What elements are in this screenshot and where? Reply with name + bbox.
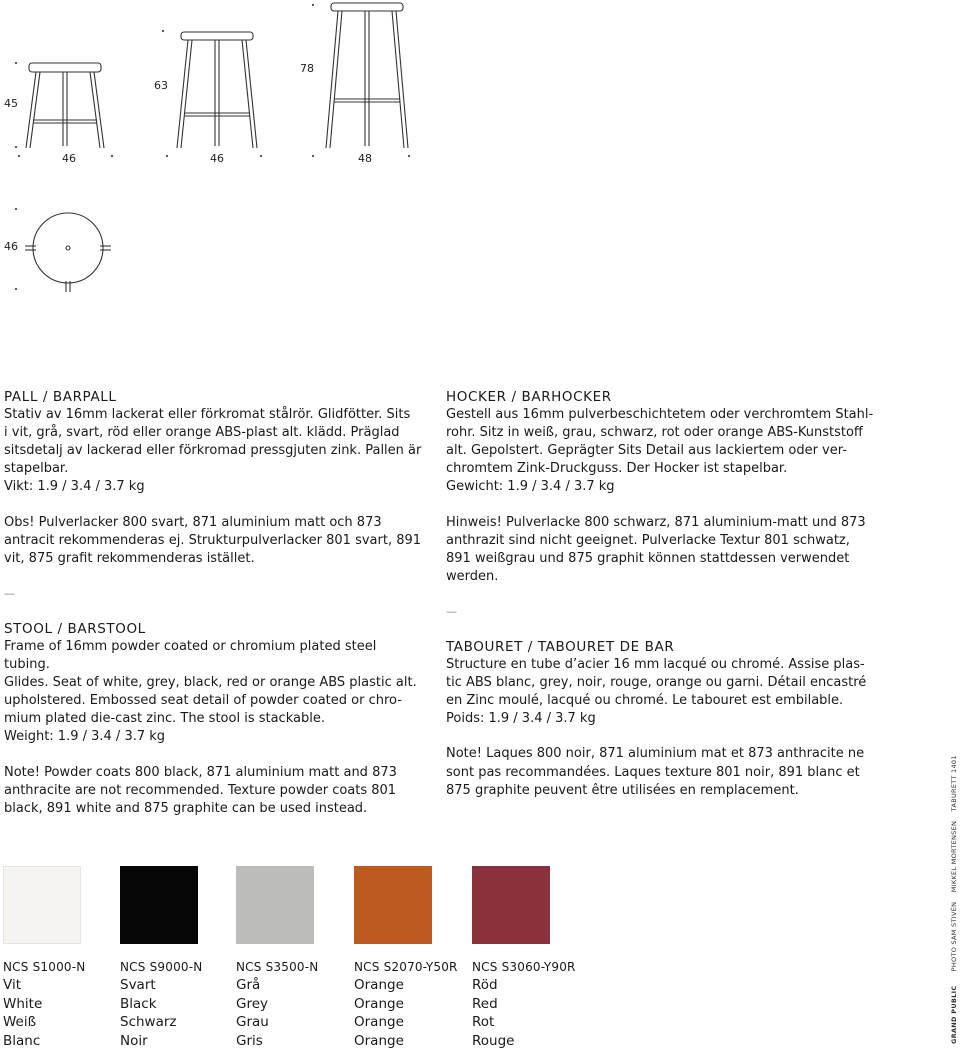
color-name: Grau [236,1014,269,1031]
heading-swedish: PALL / BARPALL [4,389,117,405]
desc-de-line: chromtem Zink-Druckguss. Der Hocker ist stapelbar. [446,461,788,477]
desc-sv-line: Stativ av 16mm lackerat eller förkromat stålrör. Glidfötter. Sits [4,407,411,423]
plan-diameter-label: 46 [4,240,18,253]
note-sv-line: antracit rekommenderas ej. Strukturpulverlacker 801 svart, 891 [4,532,422,548]
plan-view-drawing [25,213,111,292]
color-name: Svart [120,977,156,994]
desc-fr-line: en Zinc moulé, lacqué ou chromé. Le tabouret est embilable. [446,693,844,709]
height-label-low: 45 [4,97,18,110]
desc-en-line: upholstered. Embossed seat detail of powder coated or chro- [4,693,402,709]
weight-fr: Poids: 1.9 / 3.4 / 3.7 kg [446,711,596,727]
color-name: Noir [120,1032,148,1049]
brand-name: GRAND PUBLIC [950,985,958,1044]
color-name: Rouge [472,1032,515,1049]
low-stool-drawing [26,63,104,148]
desc-sv-line: i vit, grå, svart, röd eller orange ABS-plast alt. klädd. Präglad [4,425,400,441]
color-name: Rot [472,1014,495,1031]
photo-credit: PHOTO SAM STIVÉN [950,901,958,972]
designer-credit: MIKKEL MORTENSEN [950,820,958,893]
medium-stool-drawing [177,32,257,148]
stool-line-drawings [0,0,430,300]
separator-dash: — [4,586,15,600]
left-text-column [4,388,424,818]
note-de-line: werden. [446,568,499,584]
vertical-credits [950,755,958,1044]
swatch-labels-red [472,958,576,1050]
note-fr-line: Note! Laques 800 noir, 871 aluminium mat et 873 anthracite ne [446,746,865,762]
swatch-labels-black [120,958,202,1050]
swatch-white [3,866,81,944]
swatch-labels-orange [354,958,458,1050]
desc-fr-line: Structure en tube d’acier 16 mm lacqué ou chromé. Assise plas- [446,657,865,673]
color-name: Blanc [3,1032,41,1049]
desc-en-line: Glides. Seat of white, grey, black, red or orange ABS plastic alt. [4,675,417,691]
color-name: Schwarz [120,1014,177,1031]
heading-english: STOOL / BARSTOOL [4,620,146,637]
height-label-bar: 78 [300,62,314,75]
note-en-line: anthracite are not recommended. Texture powder coats 801 [4,782,397,798]
desc-de-line: Gestell aus 16mm pulverbeschichtetem oder verchromtem Stahl- [446,407,874,423]
right-text-column [446,388,876,800]
weight-sv: Vikt: 1.9 / 3.4 / 3.7 kg [4,479,145,495]
color-name: White [3,995,43,1012]
desc-de-line: alt. Gepolstert. Geprägter Sits Detail aus lackiertem oder ver- [446,443,847,459]
swatch-grey [236,866,314,944]
desc-en-line: Frame of 16mm powder coated or chromium plated steel tubing. [4,638,377,673]
color-name: Orange [354,977,404,994]
color-name: Grey [236,995,269,1012]
ncs-code: NCS S1000-N [3,960,86,974]
note-en-line: black, 891 white and 875 graphite can be used instead. [4,800,368,816]
width-label-medium: 46 [210,152,224,165]
swatch-labels-white [3,958,85,1050]
swatch-red [472,866,550,944]
color-name: Black [120,995,157,1012]
note-sv-line: vit, 875 grafit rekommenderas istället. [4,550,255,566]
note-en-line: Note! Powder coats 800 black, 871 aluminium matt and 873 [4,764,397,780]
width-label-low: 46 [62,152,76,165]
color-name: Gris [236,1032,263,1049]
note-fr-line: sont pas recommandées. Laques texture 801 noir, 891 blanc et [446,764,860,780]
color-name: Röd [472,977,498,994]
note-de-line: 891 weißgrau und 875 graphit können stattdessen verwendet [446,550,850,566]
weight-en: Weight: 1.9 / 3.4 / 3.7 kg [4,729,166,745]
ncs-code: NCS S9000-N [120,960,203,974]
desc-sv-line: sitsdetalj av lackerad eller förkromad pressgjuten zink. Pallen är [4,443,422,459]
color-name: Orange [354,995,404,1012]
note-sv-line: Obs! Pulverlacker 800 svart, 871 aluminium matt och 873 [4,514,382,530]
color-name: Red [472,995,498,1012]
desc-en-line: mium plated die-cast zinc. The stool is stackable. [4,711,325,727]
product-code: TABURETT 1401 [950,755,958,812]
swatch-orange [354,866,432,944]
color-name: Weiß [3,1014,37,1031]
width-label-bar: 48 [358,152,372,165]
swatch-labels-grey [236,958,318,1050]
desc-fr-line: tic ABS blanc, grey, noir, rouge, orange ou garni. Détail encastré [446,675,867,691]
heading-french: TABOURET / TABOURET DE BAR [446,638,675,655]
color-name: Vit [3,977,21,994]
color-name: Orange [354,1014,404,1031]
swatch-black [120,866,198,944]
color-name: Grå [236,977,261,994]
ncs-code: NCS S3060-Y90R [472,960,576,974]
height-label-medium: 63 [154,79,168,92]
weight-de: Gewicht: 1.9 / 3.4 / 3.7 kg [446,479,615,495]
heading-german: HOCKER / BARHOCKER [446,389,612,405]
separator-dash: — [446,604,457,618]
desc-de-line: rohr. Sitz in weiß, grau, schwarz, rot oder orange ABS-Kunststoff [446,425,863,441]
desc-sv-line: stapelbar. [4,461,69,477]
note-de-line: anthrazit sind nicht geeignet. Pulverlacke Textur 801 schwatz, [446,532,850,548]
note-de-line: Hinweis! Pulverlacke 800 schwarz, 871 aluminium-matt und 873 [446,514,866,530]
note-fr-line: 875 graphite peuvent être utilisées en remplacement. [446,782,799,798]
bar-stool-drawing [326,3,408,148]
color-name: Orange [354,1032,404,1049]
ncs-code: NCS S2070-Y50R [354,960,458,974]
ncs-code: NCS S3500-N [236,960,319,974]
